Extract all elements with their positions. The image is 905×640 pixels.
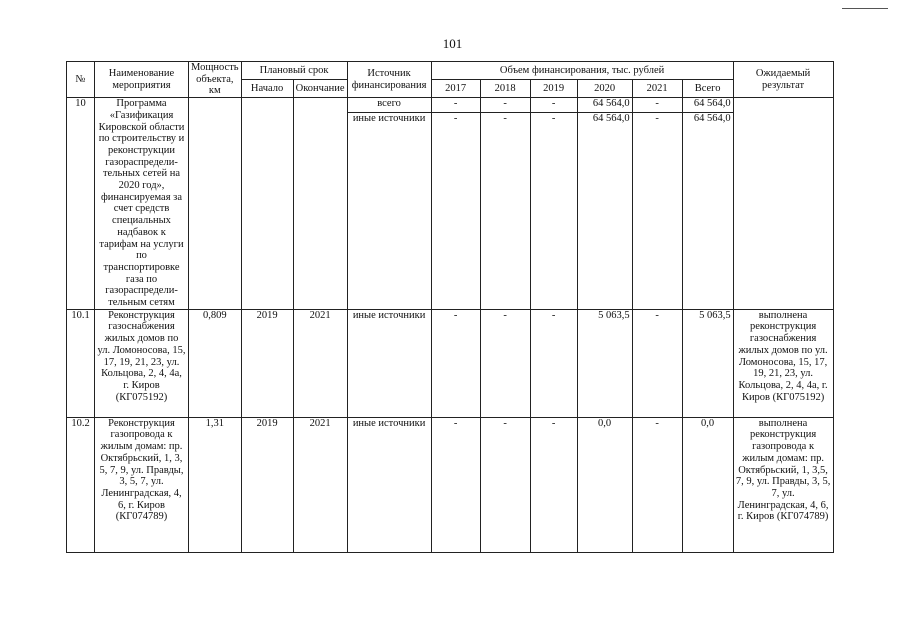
- header-num: №: [67, 62, 95, 98]
- row-source: иные источники: [347, 309, 431, 417]
- header-source: Источник финансирования: [347, 62, 431, 98]
- row-num: 10.2: [67, 417, 95, 552]
- row-value: 64 564,0: [577, 113, 632, 310]
- row-start: 2019: [241, 417, 293, 552]
- row-total: 64 564,0: [682, 113, 733, 310]
- row-start: [241, 98, 293, 310]
- row-total: 5 063,5: [682, 309, 733, 417]
- header-start: Начало: [241, 80, 293, 98]
- row-result: выполнена реконструкция газопровода к жилым домам: пр. Октябрьский, 1, 3,5, 7, 9, ул. Правды, 3, 5, 7, ул. Ленинградская, 4, 6, г. Киров (КГ074789): [733, 417, 833, 552]
- row-value: -: [431, 113, 480, 310]
- row-num: 10.1: [67, 309, 95, 417]
- row-result: [733, 98, 833, 310]
- row-name: Реконструкция газоснабжения жилых домов по ул. Ломоносова, 15, 17, 19, 21, 23, ул. Кольцова, 2, 4, 4а, г. Киров (КГ075192): [95, 309, 189, 417]
- header-total: Всего: [682, 80, 733, 98]
- row-value: -: [530, 309, 577, 417]
- row-total: 64 564,0: [682, 98, 733, 113]
- row-value: 64 564,0: [577, 98, 632, 113]
- row-source: иные источники: [347, 113, 431, 310]
- row-value: -: [632, 113, 682, 310]
- header-result: Ожидаемый результат: [733, 62, 833, 98]
- header-term: Плановый срок: [241, 62, 347, 80]
- row-value: -: [480, 309, 530, 417]
- row-value: -: [632, 98, 682, 113]
- page-number: 101: [442, 36, 463, 51]
- header-year: 2021: [632, 80, 682, 98]
- header-name: Наименование мероприятия: [95, 62, 189, 98]
- row-capacity: [189, 98, 242, 310]
- row-value: -: [480, 113, 530, 310]
- row-value: -: [632, 309, 682, 417]
- row-capacity: 1,31: [189, 417, 242, 552]
- row-value: -: [431, 417, 480, 552]
- row-name: Реконструкция газопровода к жилым домам: пр. Октябрьский, 1, 3, 5, 7, 9, ул. Правды, 3, 5, 7, ул. Ленинградская, 4, 6, г. Киров (КГ074789): [95, 417, 189, 552]
- row-end: [293, 98, 347, 310]
- row-start: 2019: [241, 309, 293, 417]
- header-year: 2020: [577, 80, 632, 98]
- row-value: -: [480, 98, 530, 113]
- table-row: [67, 417, 834, 552]
- row-capacity: 0,809: [189, 309, 242, 417]
- header-year: 2019: [530, 80, 577, 98]
- row-value: -: [530, 98, 577, 113]
- row-value: 0,0: [577, 417, 632, 552]
- row-source: иные источники: [347, 417, 431, 552]
- row-name: Программа «Газификация Кировской области по строительству и реконструкции газораспредели-тельных сетей на 2020 год», финансируемая за счет средств специальных надбавок к тарифам на услуги по транспортировке газа по газораспредели-тельным сетям: [95, 98, 189, 310]
- row-num: 10: [67, 98, 95, 310]
- row-end: 2021: [293, 417, 347, 552]
- row-end: 2021: [293, 309, 347, 417]
- header-rule: [842, 8, 888, 9]
- row-source: всего: [347, 98, 431, 113]
- row-value: -: [530, 113, 577, 310]
- row-value: -: [431, 98, 480, 113]
- header-end: Окончание: [293, 80, 347, 98]
- table-row: [67, 98, 834, 113]
- row-value: 5 063,5: [577, 309, 632, 417]
- header-year: 2017: [431, 80, 480, 98]
- funding-table: [66, 61, 834, 553]
- row-total: 0,0: [682, 417, 733, 552]
- row-value: -: [632, 417, 682, 552]
- header-year: 2018: [480, 80, 530, 98]
- table-row: [67, 309, 834, 417]
- header-capacity: Мощность объекта, км: [189, 62, 242, 98]
- row-result: выполнена реконструкция газоснабжения жилых домов по ул. Ломоносова, 15, 17, 19, 21, 23, ул. Кольцова, 2, 4, 4а, г. Киров (КГ075192): [733, 309, 833, 417]
- header-funding: Объем финансирования, тыс. рублей: [431, 62, 733, 80]
- row-value: -: [480, 417, 530, 552]
- row-value: -: [530, 417, 577, 552]
- row-value: -: [431, 309, 480, 417]
